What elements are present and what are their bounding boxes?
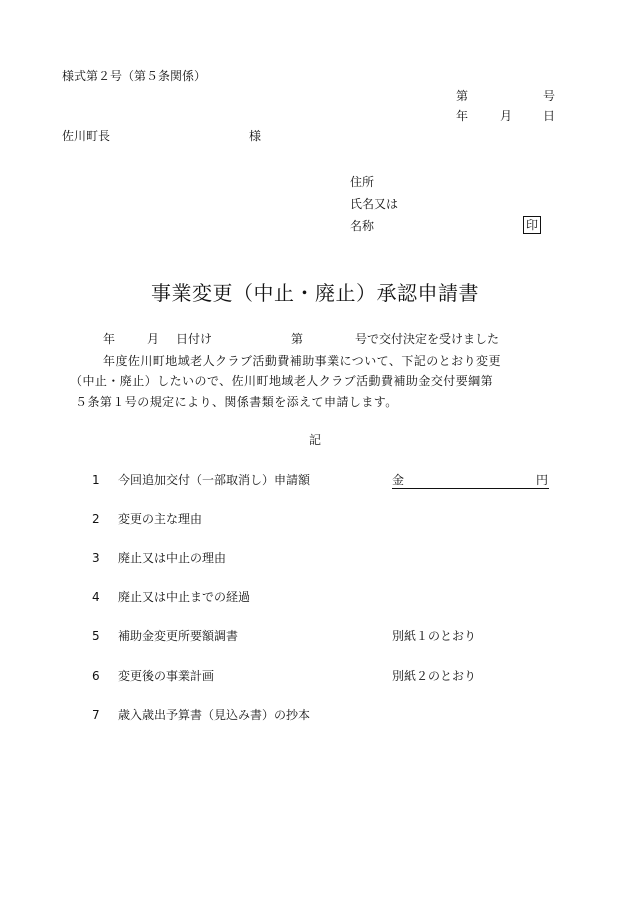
body-day-reference: 日付け [176,332,213,346]
item-label: 今回追加交付（一部取消し）申請額 [118,473,311,487]
honorific: 様 [249,129,262,143]
item-label: 変更の主な理由 [118,512,203,526]
item-number: 1 [92,473,100,487]
item-number: 6 [92,669,100,683]
addressee: 佐川町長 [62,129,111,143]
body-line-3: （中止・廃止）したいので、佐川町地域老人クラブ活動費補助金交付要綱第 [70,374,494,388]
body-month-label: 月 [147,332,160,346]
amount-suffix: 円 [535,473,548,487]
document-number-suffix: 号 [543,89,556,103]
body-number-prefix: 第 [291,332,304,346]
date-year-label: 年 [456,109,469,123]
date-month-label: 月 [500,109,513,123]
applicant-title-label: 名称 [350,219,375,233]
seal-mark: 印 [523,216,541,234]
item-label: 変更後の事業計画 [118,669,215,683]
amount-prefix: 金 [392,473,405,487]
form-number: 様式第２号（第５条関係） [62,69,207,83]
applicant-address-label: 住所 [350,175,375,189]
item-reference: 別紙２のとおり [392,669,477,683]
body-line-2: 年度佐川町地域老人クラブ活動費補助事業について、下記のとおり変更 [103,354,501,368]
item-number: 2 [92,512,100,526]
document-title: 事業変更（中止・廃止）承認申請書 [151,281,479,305]
item-label: 廃止又は中止までの経過 [118,590,251,604]
ki-heading: 記 [308,433,321,447]
item-label: 廃止又は中止の理由 [118,551,227,565]
body-year-label: 年 [103,332,116,346]
item-number: 7 [92,708,100,722]
applicant-name-label: 氏名又は [350,197,399,211]
item-label: 歳入歳出予算書（見込み書）の抄本 [118,708,311,722]
date-day-label: 日 [543,109,556,123]
item-number: 3 [92,551,100,565]
amount-field [392,474,549,489]
body-number-suffix: 号で交付決定を受けました [355,332,500,346]
document-number-prefix: 第 [456,89,469,103]
item-reference: 別紙１のとおり [392,629,477,643]
item-number: 5 [92,629,100,643]
body-line-4: ５条第１号の規定により、関係書類を添えて申請します。 [75,395,398,409]
item-label: 補助金変更所要額調書 [118,629,239,643]
item-number: 4 [92,590,100,604]
